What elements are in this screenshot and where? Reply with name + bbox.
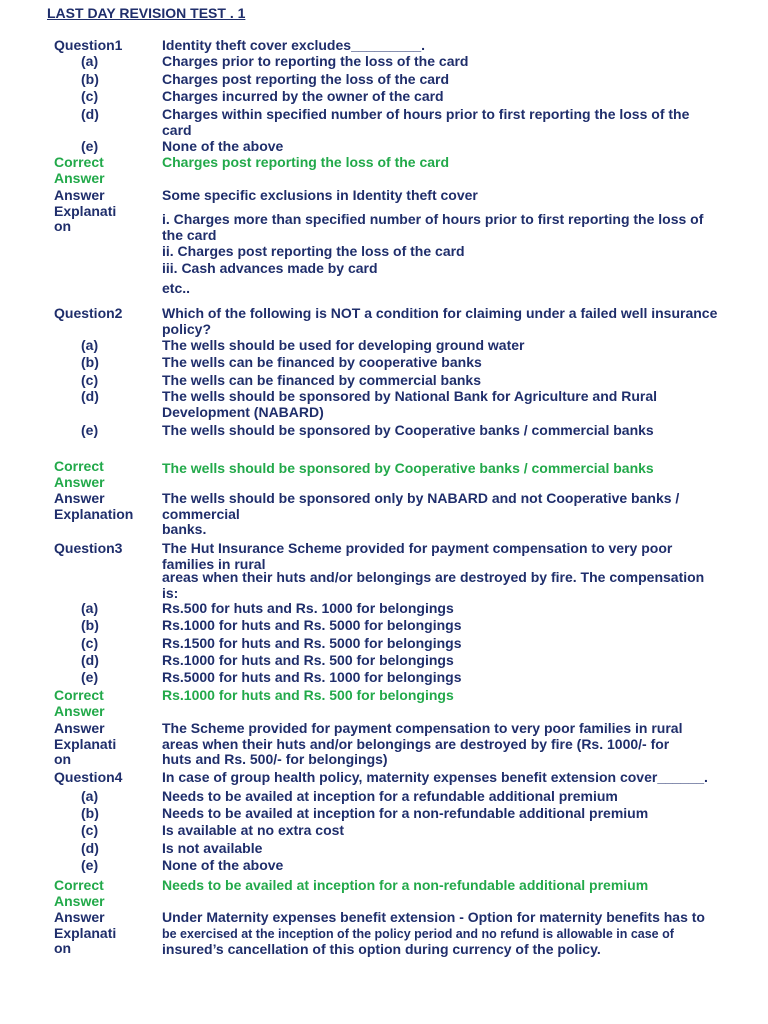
option-text: Rs.5000 for huts and Rs. 1000 for belongings (162, 669, 462, 685)
question-text: The Hut Insurance Scheme provided for payment compensation to very poor families in rural (162, 540, 673, 572)
option-key: (d) (81, 388, 99, 404)
option-key: (a) (81, 337, 99, 353)
option-text: The wells can be financed by commercial banks (162, 372, 482, 388)
option-text: Charges incurred by the owner of the card (162, 88, 444, 104)
correct-answer-text: Rs.1000 for huts and Rs. 500 for belongings (162, 687, 454, 703)
correct-answer-text: The wells should be sponsored by Cooperative banks / commercial banks (162, 460, 654, 476)
option-key: (d) (81, 106, 99, 122)
question-text: Which of the following is NOT a condition for claiming under a failed well insurance policy? (162, 305, 718, 337)
option-key: (c) (81, 635, 99, 651)
correct-answer-label: Correct Answer (54, 687, 105, 719)
option-key: (d) (81, 652, 99, 668)
option-key: (e) (81, 422, 99, 438)
option-key: (c) (81, 372, 99, 388)
correct-answer-text: Needs to be availed at inception for a non-refundable additional premium (162, 877, 649, 893)
option-text: Charges prior to reporting the loss of the card (162, 53, 469, 69)
question-label: Question2 (54, 305, 123, 321)
option-text: Needs to be availed at inception for a non-refundable additional premium (162, 805, 649, 821)
option-text: Rs.500 for huts and Rs. 1000 for belongings (162, 600, 454, 616)
explanation-label: Answer Explanati on (54, 909, 117, 956)
option-text: Charges within specified number of hours prior to first reporting the loss of the card (162, 106, 690, 138)
option-text: The wells should be sponsored by National Bank for Agriculture and Rural Development (NABARD) (162, 388, 657, 420)
option-key: (d) (81, 840, 99, 856)
question-text: In case of group health policy, maternity expenses benefit extension cover______. (162, 769, 708, 785)
option-key: (a) (81, 53, 99, 69)
answer-blank: _________ (351, 37, 422, 53)
option-text: None of the above (162, 857, 284, 873)
option-key: (e) (81, 138, 99, 154)
option-text: Rs.1500 for huts and Rs. 5000 for belongings (162, 635, 462, 651)
explanation-label: Answer Explanati on (54, 187, 117, 234)
explanation-label: Answer Explanation (54, 490, 134, 522)
explanation-text: The wells should be sponsored only by NABARD and not Cooperative banks / commercial banks. (162, 490, 680, 537)
option-text: Is available at no extra cost (162, 822, 345, 838)
explanation-text: Under Maternity expenses benefit extension - Option for maternity benefits has to be exercised at the inception of the policy period and no refund is allowable in case of insured’s cancellation of this option during currency of the policy. (162, 909, 705, 957)
option-key: (a) (81, 788, 99, 804)
question-text: Identity theft cover excludes_________. (162, 37, 426, 53)
page-title: LAST DAY REVISION TEST . 1 (47, 5, 246, 21)
option-text: The wells should be used for developing ground water (162, 337, 525, 353)
option-key: (b) (81, 805, 99, 821)
option-key: (c) (81, 822, 99, 838)
explanation-text: Some specific exclusions in Identity theft cover (162, 187, 478, 203)
option-text: Rs.1000 for huts and Rs. 5000 for belongings (162, 617, 462, 633)
correct-answer-label: Correct Answer (54, 154, 105, 186)
option-text: The wells can be financed by cooperative banks (162, 354, 482, 370)
option-text: Rs.1000 for huts and Rs. 500 for belongings (162, 652, 454, 668)
option-key: (b) (81, 354, 99, 370)
option-text: The wells should be sponsored by Cooperative banks / commercial banks (162, 422, 654, 438)
option-key: (b) (81, 71, 99, 87)
option-text: Is not available (162, 840, 263, 856)
option-key: (e) (81, 857, 99, 873)
question-label: Question3 (54, 540, 123, 556)
correct-answer-text: Charges post reporting the loss of the card (162, 154, 450, 170)
question-label: Question1 (54, 37, 123, 53)
option-key: (a) (81, 600, 99, 616)
option-text: Needs to be availed at inception for a refundable additional premium (162, 788, 618, 804)
option-text: None of the above (162, 138, 284, 154)
explanation-text: The Scheme provided for payment compensation to very poor families in rural areas when their huts and/or belongings are destroyed by fire (Rs. 1000/- for huts and Rs. 500/- for belongings) (162, 720, 683, 767)
answer-blank: ______ (657, 769, 705, 785)
option-key: (c) (81, 88, 99, 104)
option-key: (e) (81, 669, 99, 685)
explanation-label: Answer Explanati on (54, 720, 117, 767)
correct-answer-label: Correct Answer (54, 458, 105, 490)
option-text: Charges post reporting the loss of the card (162, 71, 450, 87)
option-key: (b) (81, 617, 99, 633)
question-label: Question4 (54, 769, 123, 785)
correct-answer-label: Correct Answer (54, 877, 105, 909)
